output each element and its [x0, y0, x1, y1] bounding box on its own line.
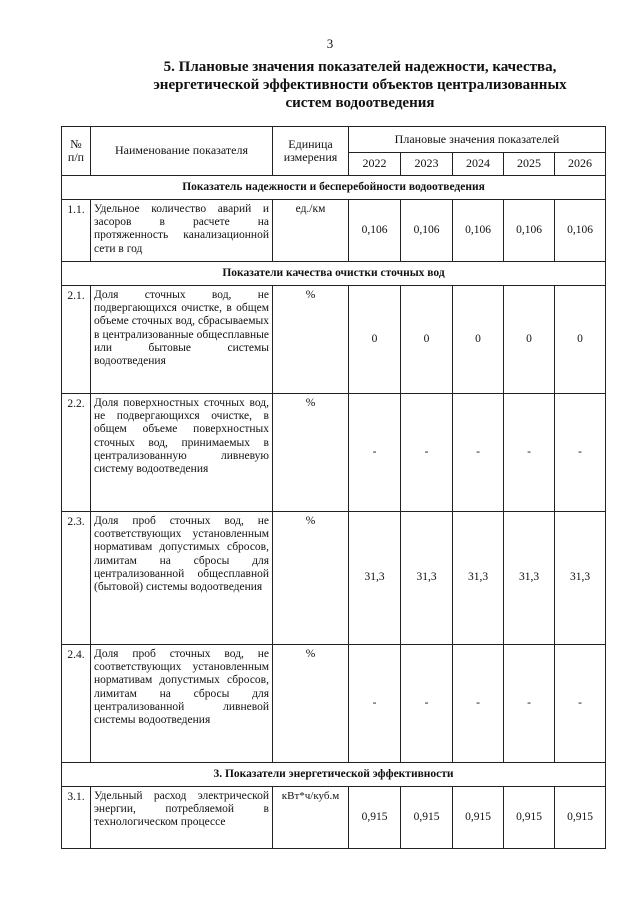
row-value: 0,915 [349, 787, 401, 849]
table-row [62, 286, 606, 394]
row-value: 0,106 [349, 200, 401, 262]
table-row [62, 787, 606, 849]
row-value: 0,915 [453, 787, 504, 849]
title-line: систем водоотведения [285, 95, 435, 111]
row-name: Удельное количество аварий и засоров в расчете на протяженность канализационной сети в год [91, 200, 273, 262]
header-year: 2023 [401, 153, 453, 176]
row-name: Доля проб сточных вод, не соответствующих установленным нормативам допустимых сбросов, лимитам на сбросы для централизованной общесплавной (бытовой) системы водоотведения [91, 512, 273, 645]
row-value: 0,915 [555, 787, 606, 849]
row-unit: кВт*ч/куб.м [273, 787, 349, 849]
row-value: - [401, 394, 453, 512]
row-name: Удельный расход электрической энергии, потребляемой в технологическом процессе [91, 787, 273, 849]
table-row [62, 200, 606, 262]
row-number: 2.4. [62, 645, 91, 763]
table-row [62, 512, 606, 645]
table-row [62, 394, 606, 512]
indicators-table [61, 126, 606, 849]
header-num: № п/п [62, 127, 91, 176]
row-value: - [453, 394, 504, 512]
header-year: 2022 [349, 153, 401, 176]
row-value: 0,106 [453, 200, 504, 262]
row-unit: ед./км [273, 200, 349, 262]
row-number: 2.2. [62, 394, 91, 512]
row-name: Доля сточных вод, не подвергающихся очистке, в общем объеме сточных вод, сбрасываемых в централизованные общесплавные или бытовые системы водоотведения [91, 286, 273, 394]
row-number: 2.1. [62, 286, 91, 394]
section-title: 3. Показатели энергетической эффективности [62, 763, 606, 787]
row-value: 0 [453, 286, 504, 394]
row-unit: % [273, 394, 349, 512]
row-value: 31,3 [401, 512, 453, 645]
row-value: - [555, 394, 606, 512]
row-value: 0,106 [401, 200, 453, 262]
row-value: - [504, 394, 555, 512]
document-title [100, 58, 620, 112]
header-unit: Единица измерения [273, 127, 349, 176]
title-line: 5. Плановые значения показателей надежности, качества, [163, 59, 557, 75]
header-name: Наименование показателя [91, 127, 273, 176]
header-planned-values: Плановые значения показателей [349, 127, 606, 153]
row-name: Доля проб сточных вод, не соответствующих установленным нормативам допустимых сбросов, лимитам на сбросы для централизованной ливневой системы водоотведения [91, 645, 273, 763]
row-value: - [555, 645, 606, 763]
row-value: 0,106 [555, 200, 606, 262]
row-value: - [349, 394, 401, 512]
row-value: - [504, 645, 555, 763]
row-value: 31,3 [555, 512, 606, 645]
header-year: 2025 [504, 153, 555, 176]
table-row [62, 645, 606, 763]
row-unit: % [273, 286, 349, 394]
row-value: 0,915 [401, 787, 453, 849]
row-value: 31,3 [349, 512, 401, 645]
section-title: Показатели качества очистки сточных вод [62, 262, 606, 286]
row-value: 0 [349, 286, 401, 394]
row-value: 0 [401, 286, 453, 394]
row-number: 3.1. [62, 787, 91, 849]
row-value: - [453, 645, 504, 763]
row-value: 31,3 [453, 512, 504, 645]
row-value: 31,3 [504, 512, 555, 645]
row-value: - [349, 645, 401, 763]
row-value: - [401, 645, 453, 763]
row-unit: % [273, 512, 349, 645]
section-title: Показатель надежности и бесперебойности водоотведения [62, 176, 606, 200]
row-value: 0,106 [504, 200, 555, 262]
row-number: 2.3. [62, 512, 91, 645]
row-value: 0 [504, 286, 555, 394]
header-year: 2024 [453, 153, 504, 176]
row-unit: % [273, 645, 349, 763]
row-value: 0,915 [504, 787, 555, 849]
row-value: 0 [555, 286, 606, 394]
header-year: 2026 [555, 153, 606, 176]
row-number: 1.1. [62, 200, 91, 262]
title-line: энергетической эффективности объектов централизованных [153, 77, 567, 93]
page-number: 3 [326, 36, 334, 51]
row-name: Доля поверхностных сточных вод, не подвергающихся очистке, в общем объеме поверхностных сточных вод, принимаемых в централизованную ливневую систему водоотведения [91, 394, 273, 512]
